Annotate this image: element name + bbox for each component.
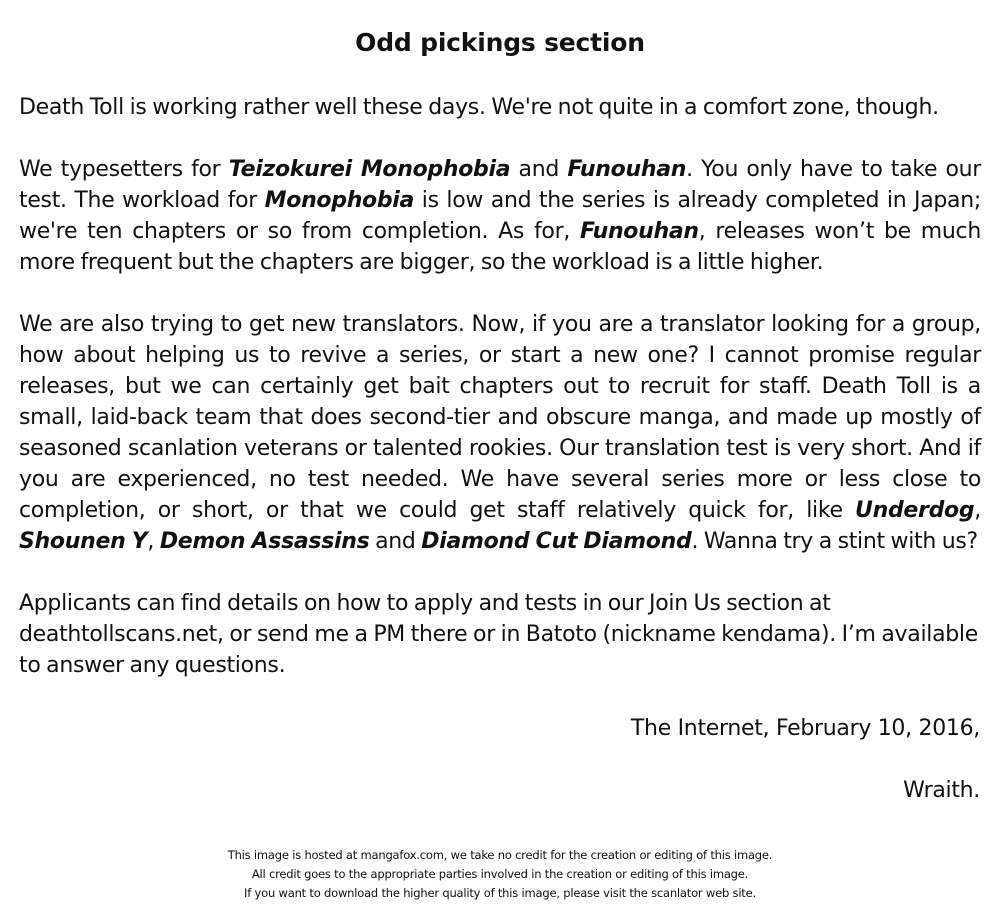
paragraph-intro: Death Toll is working rather well these days. We're not quite in a comfort zone, though. — [19, 95, 939, 120]
signoff-place-date: The Internet, February 10, 2016, — [630, 716, 980, 741]
text-run: , — [147, 529, 160, 554]
series-title-shounen-y: Shounen Y — [19, 529, 148, 554]
text-run: is low and the series is already completed in Japan; we're ten chapters or so from completion. As for, — [19, 188, 981, 244]
series-title-demon-assassins: Demon Assassins — [159, 529, 370, 554]
text-run: and — [369, 529, 422, 554]
series-title-funouhan: Funouhan — [579, 219, 699, 244]
disclaimer-line-2: All credit goes to the appropriate parties involved in the creation or editing of this image. — [251, 867, 749, 881]
text-run: and — [510, 157, 568, 182]
body-text — [19, 92, 981, 712]
series-title-monophobia: Monophobia — [264, 188, 415, 213]
paragraph-typesetters — [19, 154, 981, 278]
text-run: . You only have to take our test. The workload for — [19, 157, 982, 213]
disclaimer-line-3: If you want to download the higher quality of this image, please visit the scanlator web site. — [244, 886, 756, 900]
paragraph-applicants: Applicants can find details on how to apply and tests in our Join Us section at deathtollscans.net, or send me a PM there or in Batoto (nickname kendama). I’m available to answer any questions. — [19, 591, 978, 678]
series-title-underdog: Underdog — [855, 498, 975, 523]
series-title-teizokurei-monophobia: Teizokurei Monophobia — [228, 157, 511, 182]
paragraph-translators — [19, 309, 981, 557]
series-title-funouhan: Funouhan — [567, 157, 687, 182]
text-run: , releases won’t be much more frequent but the chapters are bigger, so the workload is a little higher. — [19, 219, 981, 275]
text-run: , — [974, 498, 981, 523]
text-run: . Wanna try a stint with us? — [691, 529, 978, 554]
text-run: We typesetters for — [19, 157, 229, 182]
hosting-disclaimer — [0, 846, 1000, 903]
disclaimer-line-1: This image is hosted at mangafox.com, we take no credit for the creation or editing of this image. — [227, 848, 773, 862]
page-title: Odd pickings section — [355, 28, 645, 57]
signoff-name: Wraith. — [903, 778, 980, 803]
text-run: We are also trying to get new translators. Now, if you are a translator looking for a group, how about helping us to revive a series, or start a new one? I cannot promise regular releases, but we can certainly get bait chapters out to recruit for staff. Death Toll is a small, laid-back team that does second-tier and obscure manga, and made up mostly of seasoned scanlation veterans or talented rookies. Our translation test is very short. And if you are experienced, no test needed. We have several series more or less close to completion, or short, or that we could get staff relatively quick for, like — [19, 312, 981, 523]
series-title-diamond-cut-diamond: Diamond Cut Diamond — [421, 529, 692, 554]
